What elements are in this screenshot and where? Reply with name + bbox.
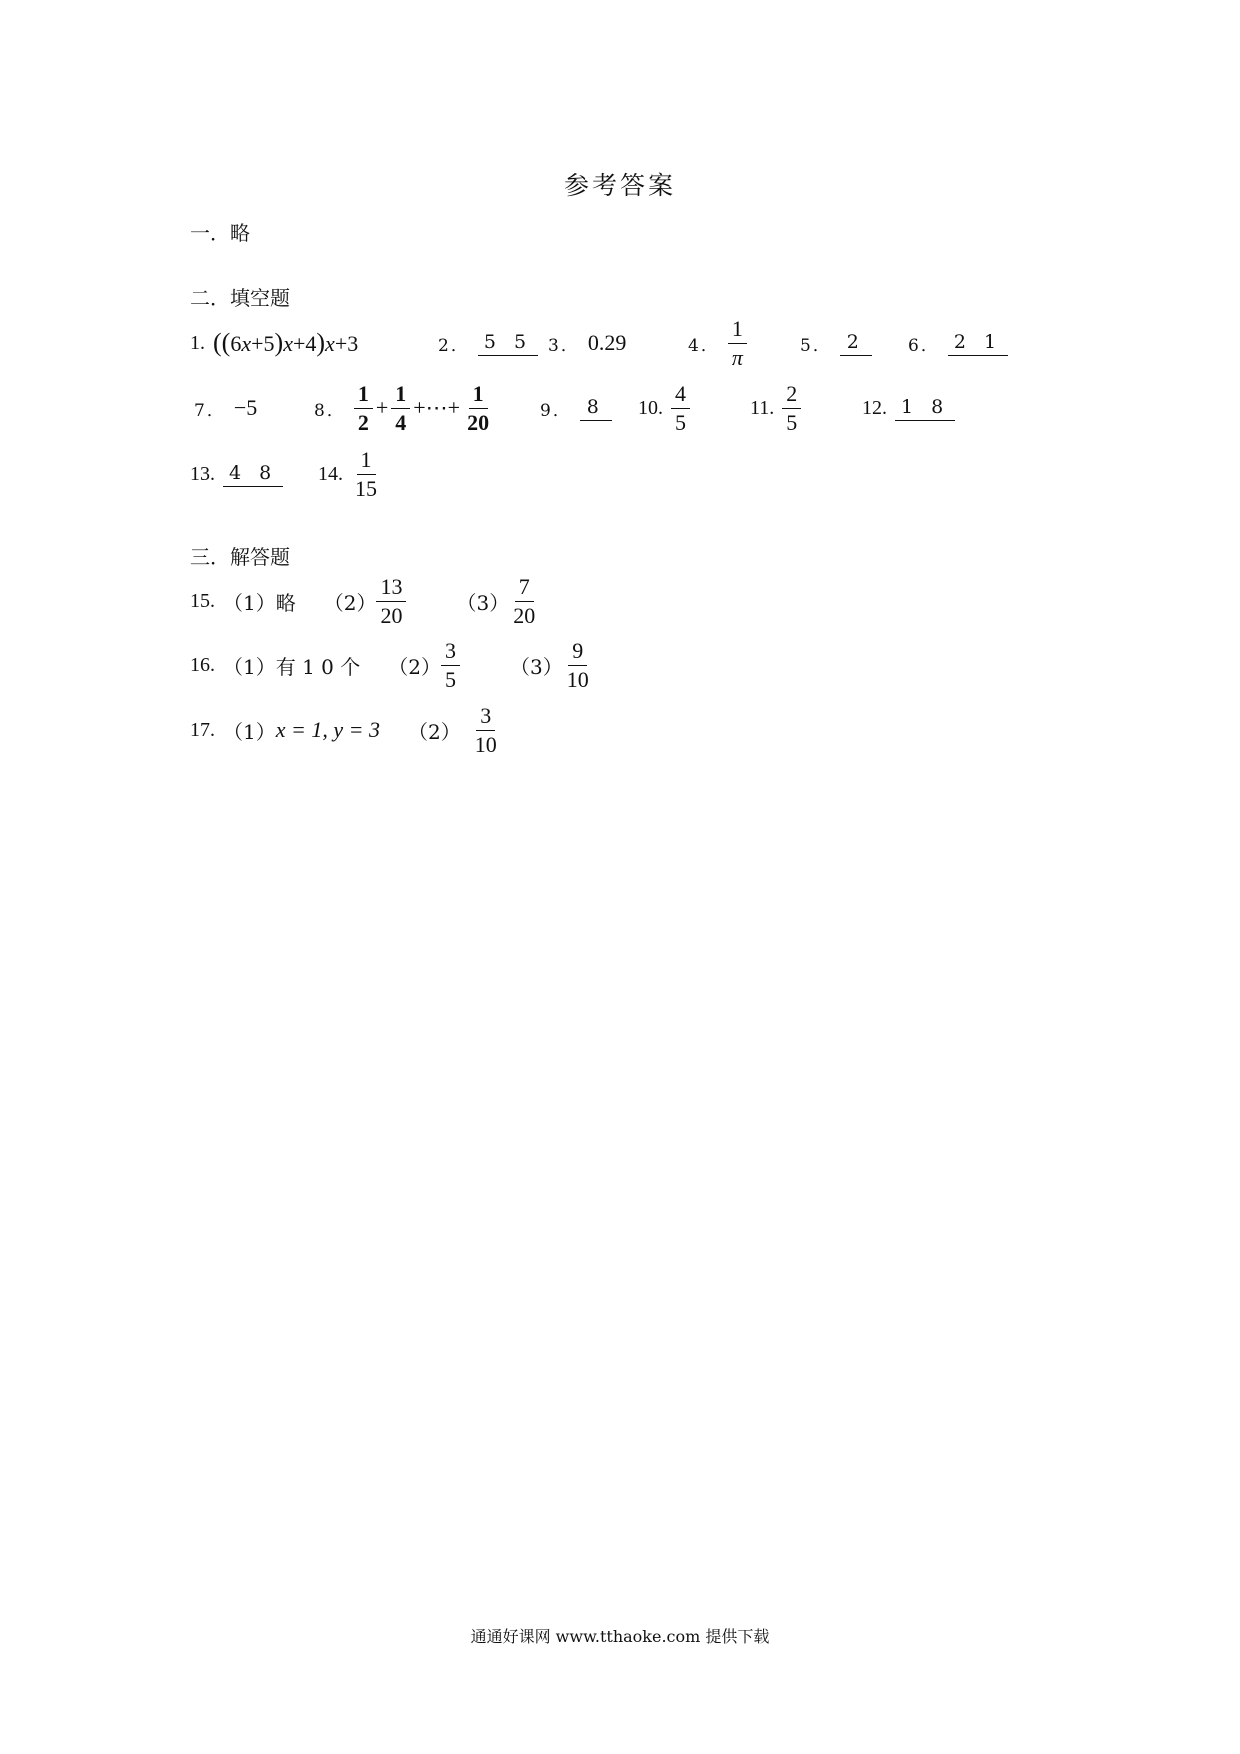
answer-2: 2． 5 5 [438, 313, 538, 373]
answer-17-part-2-label: （2） [407, 719, 461, 744]
answer-8-fraction-3: $\frac{1}{20}$ [467, 381, 490, 435]
answer-13-blank: 4 8 [223, 462, 283, 487]
answer-3-value: 0.29 [587, 330, 627, 355]
answer-4-fraction: $\frac{1}{\pi}$ [728, 317, 747, 368]
answer-16: 16. （1）有 1 0 个 （2） $\frac{3}{5}$ （3） $\frac{9}{10}$ [190, 635, 593, 695]
answer-15-fraction-2: $\frac{13}{20}$ [376, 575, 406, 626]
answer-17-equation: x = 1, y = 3 [275, 717, 380, 742]
answer-11: 11. $\frac{2}{5}$ [750, 378, 801, 438]
answer-15-fraction-3: $\frac{7}{20}$ [513, 574, 536, 628]
answer-7-value: −5 [233, 395, 258, 420]
answer-17-fraction: $\frac{3}{10}$ [474, 703, 497, 757]
page-footer: 通通好课网 www.tthaoke.com 提供下载 [470, 1627, 770, 1646]
answer-8-fraction-1: $\frac{1}{2}$ [354, 382, 373, 433]
answer-1 [190, 313, 358, 373]
answer-10-fraction: $\frac{4}{5}$ [671, 382, 690, 433]
answer-2-blank: 5 5 [478, 331, 538, 356]
answer-17: 17. （1） x = 1, y = 3 （2） $\frac{3}{10}$ [190, 700, 501, 760]
answer-15: 15. （1）略 （2） $\frac{13}{20}$ （3） $\frac{7}{20}$ [190, 571, 539, 631]
section-1-heading: 一．略 [190, 221, 250, 245]
answer-15-part-2-label: （2） [323, 590, 377, 615]
answer-16-fraction-3: $\frac{9}{10}$ [566, 638, 589, 692]
answer-16-part-1: （1）有 1 0 个 [223, 654, 361, 679]
answer-1-expression: ((6x+5)x+4)x+3 [213, 328, 359, 357]
answer-14-fraction: $\frac{1}{15}$ [355, 447, 377, 501]
answer-8: 8． $\frac{1}{2}$ + $\frac{1}{4}$ +⋯+ $\frac{1}{20}$ [314, 378, 493, 438]
answer-5-blank: 2 [840, 331, 872, 356]
answer-12: 12. 1 8 [862, 378, 955, 438]
answer-16-fraction-2: $\frac{3}{5}$ [441, 639, 460, 690]
answer-7: 7． −5 [194, 395, 258, 421]
answer-6: 6． 2 1 [908, 313, 1008, 373]
answer-13: 13. 4 8 [190, 444, 283, 504]
answer-6-blank: 2 1 [948, 331, 1008, 356]
answer-3: 3． 0.29 [548, 330, 627, 356]
section-2-heading: 二．填空题 [190, 286, 290, 310]
answer-5: 5． 2 [800, 313, 872, 373]
section-3-heading: 三．解答题 [190, 545, 290, 569]
answer-8-fraction-2: $\frac{1}{4}$ [391, 382, 410, 433]
answer-9: 9． 8 [540, 378, 612, 438]
answer-9-blank: 8 [580, 396, 612, 421]
answer-16-part-2-label: （2） [388, 654, 441, 679]
answer-11-fraction: $\frac{2}{5}$ [782, 382, 801, 433]
answer-14: 14. $\frac{1}{15}$ [318, 444, 381, 504]
answer-1-label: 1. [190, 331, 205, 354]
answer-15-part-3-label: （3） [456, 590, 510, 615]
answer-12-blank: 1 8 [895, 396, 955, 421]
answer-17-part-1-label: （1） [223, 719, 276, 744]
page-title: 参考答案 [563, 171, 676, 200]
answer-15-part-1: （1）略 [223, 590, 296, 615]
answer-10: 10. $\frac{4}{5}$ [638, 378, 690, 438]
answer-16-part-3-label: （3） [509, 654, 563, 679]
answer-4: 4． $\frac{1}{\pi}$ [688, 313, 747, 373]
